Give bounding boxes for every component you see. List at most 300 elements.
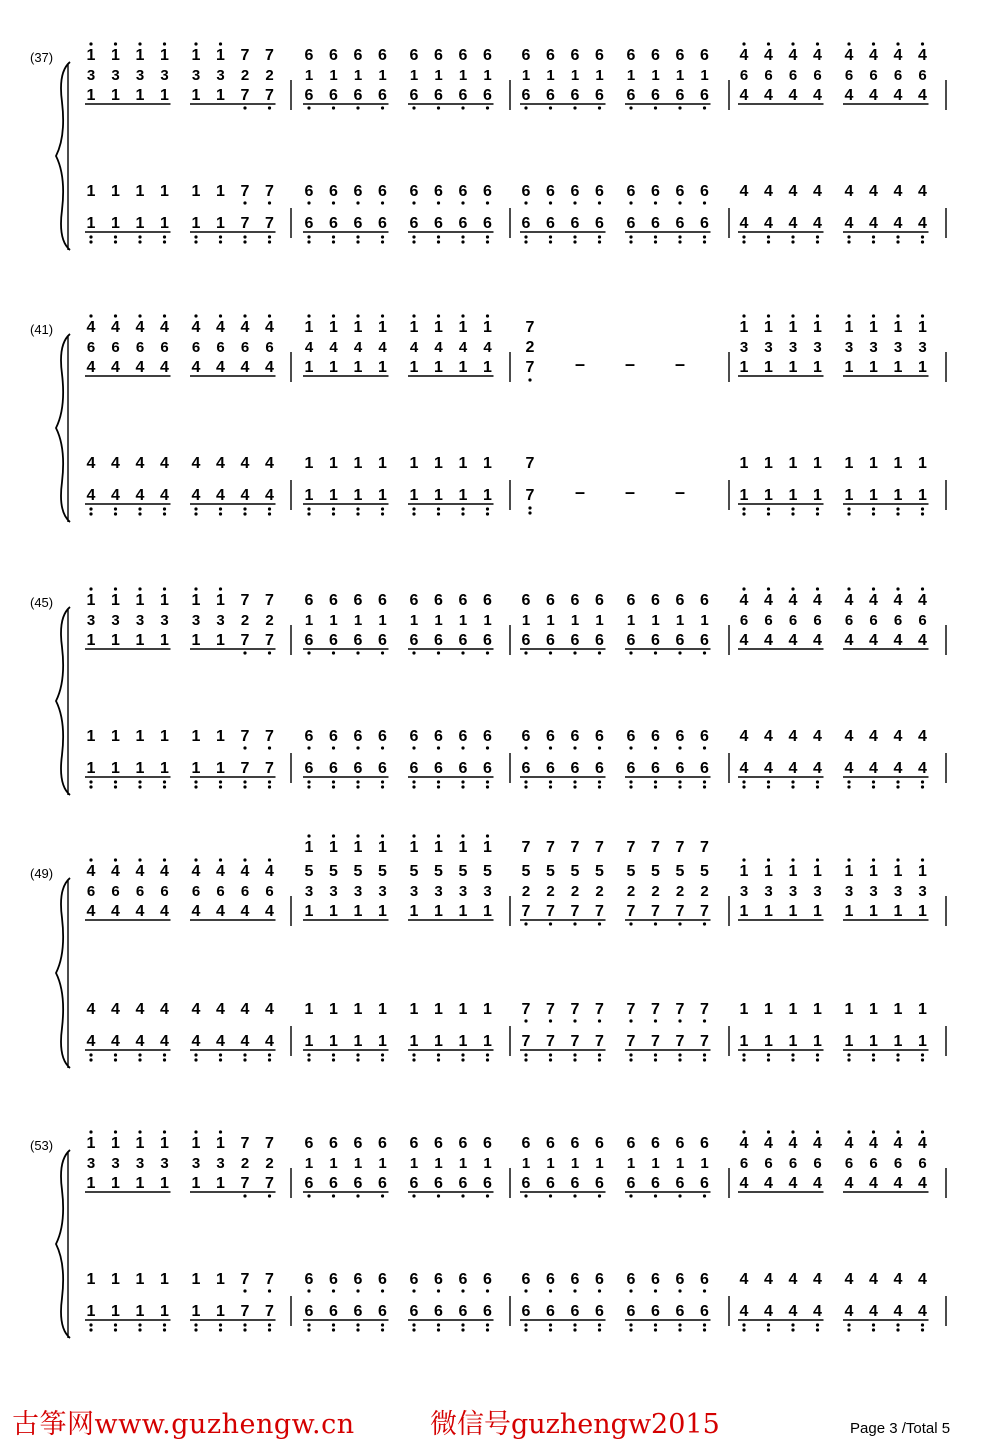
note: 2 bbox=[240, 1155, 250, 1172]
note: 1 bbox=[434, 612, 443, 629]
octave-dot bbox=[437, 1053, 440, 1056]
octave-dot bbox=[437, 235, 440, 238]
octave-dot bbox=[219, 512, 222, 515]
octave-dot bbox=[791, 785, 794, 788]
note: 1 bbox=[893, 903, 903, 920]
note: 4 bbox=[111, 863, 120, 880]
note: 1 bbox=[160, 1303, 169, 1320]
note: 6 bbox=[675, 183, 685, 200]
note: 6 bbox=[434, 87, 443, 104]
note: 6 bbox=[353, 1271, 363, 1288]
note: 4 bbox=[739, 1135, 749, 1152]
note: 6 bbox=[546, 592, 555, 609]
note: 6 bbox=[651, 215, 660, 232]
note: 1 bbox=[458, 67, 468, 84]
note: 1 bbox=[304, 487, 314, 504]
note: 6 bbox=[458, 1303, 468, 1320]
octave-dot bbox=[921, 235, 924, 238]
octave-dot bbox=[381, 512, 384, 515]
octave-dot bbox=[896, 858, 899, 861]
note: 6 bbox=[483, 183, 492, 200]
note: 1 bbox=[918, 359, 927, 376]
octave-dot bbox=[524, 1289, 527, 1292]
octave-dot bbox=[332, 1053, 335, 1056]
octave-dot bbox=[307, 240, 310, 243]
note: 1 bbox=[458, 1155, 468, 1172]
note: 7 bbox=[240, 47, 250, 64]
note: 3 bbox=[160, 1155, 169, 1172]
note: 6 bbox=[570, 1135, 580, 1152]
note: 6 bbox=[329, 215, 338, 232]
octave-dot bbox=[307, 507, 310, 510]
note: 6 bbox=[651, 592, 660, 609]
note: 4 bbox=[191, 487, 201, 504]
note: 1 bbox=[111, 215, 120, 232]
note: 4 bbox=[918, 1303, 927, 1320]
octave-dot bbox=[114, 507, 117, 510]
octave-dot bbox=[381, 1328, 384, 1331]
note: 5 bbox=[353, 863, 363, 880]
note: 7 bbox=[240, 183, 250, 200]
octave-dot bbox=[629, 1328, 632, 1331]
note: 6 bbox=[483, 728, 492, 745]
octave-dot bbox=[629, 240, 632, 243]
note: 1 bbox=[521, 67, 531, 84]
octave-dot bbox=[356, 240, 359, 243]
note: 4 bbox=[764, 728, 773, 745]
octave-dot bbox=[461, 240, 464, 243]
octave-dot bbox=[89, 1323, 92, 1326]
note: 6 bbox=[546, 87, 555, 104]
note: 6 bbox=[626, 47, 636, 64]
note: 6 bbox=[304, 1135, 314, 1152]
note: 4 bbox=[739, 47, 749, 64]
octave-dot bbox=[243, 651, 246, 654]
octave-dot bbox=[412, 746, 415, 749]
note: 1 bbox=[378, 455, 387, 472]
note: 6 bbox=[651, 1271, 660, 1288]
note: 6 bbox=[111, 883, 120, 900]
octave-dot bbox=[437, 780, 440, 783]
note: 4 bbox=[869, 728, 878, 745]
note: 4 bbox=[869, 592, 878, 609]
note: 7 bbox=[570, 1001, 580, 1018]
octave-dot bbox=[219, 1130, 222, 1133]
octave-dot bbox=[307, 512, 310, 515]
note: 6 bbox=[918, 612, 927, 629]
note: 6 bbox=[458, 728, 468, 745]
note: 6 bbox=[434, 1135, 443, 1152]
note: 1 bbox=[570, 1155, 580, 1172]
note: 4 bbox=[788, 47, 798, 64]
note: 6 bbox=[458, 87, 468, 104]
note: 1 bbox=[869, 487, 878, 504]
note: 7 bbox=[546, 839, 555, 856]
note: 1 bbox=[434, 455, 443, 472]
octave-dot bbox=[138, 785, 141, 788]
note: 5 bbox=[378, 863, 387, 880]
note: 1 bbox=[353, 612, 363, 629]
octave-dot bbox=[412, 651, 415, 654]
note: 6 bbox=[353, 1175, 363, 1192]
octave-dot bbox=[332, 512, 335, 515]
note: 1 bbox=[869, 1033, 878, 1050]
note: 1 bbox=[521, 612, 531, 629]
octave-dot bbox=[114, 785, 117, 788]
note: 1 bbox=[353, 319, 363, 336]
octave-dot bbox=[243, 785, 246, 788]
note: 1 bbox=[111, 760, 120, 777]
note: 4 bbox=[869, 215, 878, 232]
octave-dot bbox=[872, 587, 875, 590]
note: 5 bbox=[483, 863, 492, 880]
note: 1 bbox=[788, 1001, 798, 1018]
note: 4 bbox=[86, 359, 96, 376]
note: 3 bbox=[893, 883, 903, 900]
octave-dot bbox=[138, 587, 141, 590]
octave-dot bbox=[847, 785, 850, 788]
note: 6 bbox=[409, 215, 419, 232]
note: 1 bbox=[893, 863, 903, 880]
note: 6 bbox=[329, 592, 338, 609]
octave-dot bbox=[921, 240, 924, 243]
octave-dot bbox=[268, 858, 271, 861]
note: 4 bbox=[788, 183, 798, 200]
note: 6 bbox=[595, 215, 604, 232]
octave-dot bbox=[549, 651, 552, 654]
footer-wechat-watermark: 微信号guzhengw2015 bbox=[430, 1409, 720, 1440]
note: 6 bbox=[570, 632, 580, 649]
note: 1 bbox=[570, 612, 580, 629]
octave-dot bbox=[243, 235, 246, 238]
note: 4 bbox=[240, 455, 250, 472]
octave-dot bbox=[332, 834, 335, 837]
octave-dot bbox=[549, 235, 552, 238]
note: 1 bbox=[216, 632, 225, 649]
octave-dot bbox=[219, 42, 222, 45]
note: 1 bbox=[378, 487, 387, 504]
note: 1 bbox=[483, 455, 492, 472]
octave-dot bbox=[654, 746, 657, 749]
note: 7 bbox=[700, 1001, 709, 1018]
octave-dot bbox=[268, 314, 271, 317]
octave-dot bbox=[921, 1053, 924, 1056]
note: 1 bbox=[458, 612, 468, 629]
note: 6 bbox=[570, 592, 580, 609]
octave-dot bbox=[896, 1053, 899, 1056]
octave-dot bbox=[703, 240, 706, 243]
note: 1 bbox=[626, 67, 636, 84]
note: 4 bbox=[893, 47, 903, 64]
octave-dot bbox=[549, 1058, 552, 1061]
octave-dot bbox=[194, 1130, 197, 1133]
octave-dot bbox=[872, 235, 875, 238]
octave-dot bbox=[163, 235, 166, 238]
octave-dot bbox=[163, 785, 166, 788]
note: 3 bbox=[458, 883, 468, 900]
octave-dot bbox=[816, 1323, 819, 1326]
octave-dot bbox=[332, 1328, 335, 1331]
octave-dot bbox=[356, 780, 359, 783]
octave-dot bbox=[332, 240, 335, 243]
note: 1 bbox=[111, 87, 120, 104]
note: 6 bbox=[651, 728, 660, 745]
note: 3 bbox=[111, 1155, 120, 1172]
octave-dot bbox=[598, 1053, 601, 1056]
octave-dot bbox=[486, 1058, 489, 1061]
note: 6 bbox=[869, 1155, 878, 1172]
note: 6 bbox=[458, 1271, 468, 1288]
octave-dot bbox=[703, 1328, 706, 1331]
octave-dot bbox=[791, 42, 794, 45]
octave-dot bbox=[461, 1323, 464, 1326]
note: 7 bbox=[675, 1033, 685, 1050]
note: 4 bbox=[265, 903, 274, 920]
octave-dot bbox=[896, 235, 899, 238]
note: 6 bbox=[675, 1271, 685, 1288]
note: 3 bbox=[135, 612, 145, 629]
note: 4 bbox=[240, 359, 250, 376]
note: 7 bbox=[265, 728, 274, 745]
octave-dot bbox=[816, 780, 819, 783]
note: 6 bbox=[595, 632, 604, 649]
octave-dot bbox=[598, 922, 601, 925]
octave-dot bbox=[356, 785, 359, 788]
note: 6 bbox=[329, 183, 338, 200]
note: 6 bbox=[739, 67, 749, 84]
octave-dot bbox=[307, 1289, 310, 1292]
note: 3 bbox=[869, 883, 878, 900]
note: 1 bbox=[483, 1033, 492, 1050]
octave-dot bbox=[307, 1053, 310, 1056]
octave-dot bbox=[767, 240, 770, 243]
octave-dot bbox=[767, 858, 770, 861]
note: 5 bbox=[521, 863, 531, 880]
note: 6 bbox=[700, 1271, 709, 1288]
hold-dash: – bbox=[674, 482, 686, 502]
note: 1 bbox=[353, 67, 363, 84]
octave-dot bbox=[896, 1323, 899, 1326]
note: 6 bbox=[434, 632, 443, 649]
octave-dot bbox=[654, 1019, 657, 1022]
note: 4 bbox=[458, 339, 468, 356]
note: 1 bbox=[813, 359, 822, 376]
octave-dot bbox=[573, 651, 576, 654]
octave-dot bbox=[89, 1058, 92, 1061]
note: 1 bbox=[353, 359, 363, 376]
octave-dot bbox=[412, 834, 415, 837]
page-number: Page 3 /Total 5 bbox=[850, 1420, 951, 1437]
octave-dot bbox=[767, 1053, 770, 1056]
note: 6 bbox=[329, 1303, 338, 1320]
octave-dot bbox=[381, 834, 384, 837]
octave-dot bbox=[114, 587, 117, 590]
octave-dot bbox=[872, 1328, 875, 1331]
octave-dot bbox=[573, 785, 576, 788]
note: 3 bbox=[378, 883, 387, 900]
note: 6 bbox=[409, 47, 419, 64]
note: 5 bbox=[434, 863, 443, 880]
note: 1 bbox=[111, 47, 120, 64]
note: 3 bbox=[483, 883, 492, 900]
octave-dot bbox=[268, 1328, 271, 1331]
note: 6 bbox=[378, 1175, 387, 1192]
note: 6 bbox=[700, 1175, 709, 1192]
octave-dot bbox=[381, 746, 384, 749]
octave-dot bbox=[598, 746, 601, 749]
note: 1 bbox=[353, 903, 363, 920]
octave-dot bbox=[243, 1053, 246, 1056]
note: 1 bbox=[434, 67, 443, 84]
note: 1 bbox=[700, 612, 709, 629]
note: 6 bbox=[546, 215, 555, 232]
octave-dot bbox=[703, 1053, 706, 1056]
note: 4 bbox=[111, 1033, 120, 1050]
note: 4 bbox=[844, 1175, 854, 1192]
note: 6 bbox=[675, 632, 685, 649]
note: 7 bbox=[521, 1001, 531, 1018]
octave-dot bbox=[163, 42, 166, 45]
note: 4 bbox=[918, 87, 927, 104]
note: 1 bbox=[700, 67, 709, 84]
measure-number: (37) bbox=[30, 50, 54, 65]
octave-dot bbox=[268, 785, 271, 788]
octave-dot bbox=[194, 314, 197, 317]
note: 1 bbox=[893, 1033, 903, 1050]
note: 4 bbox=[893, 592, 903, 609]
note: 4 bbox=[216, 1033, 225, 1050]
octave-dot bbox=[114, 512, 117, 515]
note: 1 bbox=[378, 359, 387, 376]
note: 3 bbox=[813, 883, 822, 900]
octave-dot bbox=[896, 587, 899, 590]
note: 1 bbox=[844, 455, 854, 472]
octave-dot bbox=[437, 240, 440, 243]
note: 6 bbox=[378, 632, 387, 649]
note: 1 bbox=[111, 1303, 120, 1320]
note: 1 bbox=[86, 183, 96, 200]
note: 4 bbox=[869, 1303, 878, 1320]
note: 7 bbox=[265, 760, 274, 777]
octave-dot bbox=[872, 1053, 875, 1056]
note: 6 bbox=[434, 728, 443, 745]
note: 1 bbox=[191, 1271, 201, 1288]
octave-dot bbox=[412, 1323, 415, 1326]
note: 4 bbox=[844, 183, 854, 200]
octave-dot bbox=[437, 1328, 440, 1331]
octave-dot bbox=[332, 746, 335, 749]
note: 1 bbox=[458, 487, 468, 504]
note: 6 bbox=[135, 883, 145, 900]
octave-dot bbox=[767, 1130, 770, 1133]
octave-dot bbox=[412, 1053, 415, 1056]
note: 6 bbox=[739, 612, 749, 629]
octave-dot bbox=[268, 106, 271, 109]
octave-dot bbox=[219, 858, 222, 861]
octave-dot bbox=[138, 507, 141, 510]
octave-dot bbox=[356, 651, 359, 654]
note: 1 bbox=[918, 1001, 927, 1018]
note: 3 bbox=[216, 1155, 225, 1172]
octave-dot bbox=[332, 1289, 335, 1292]
note: 6 bbox=[483, 632, 492, 649]
octave-dot bbox=[307, 746, 310, 749]
note: 1 bbox=[813, 1033, 822, 1050]
octave-dot bbox=[742, 1130, 745, 1133]
note: 1 bbox=[788, 903, 798, 920]
note: 1 bbox=[135, 215, 145, 232]
note: 5 bbox=[651, 863, 660, 880]
octave-dot bbox=[872, 240, 875, 243]
octave-dot bbox=[332, 1323, 335, 1326]
note: 6 bbox=[353, 760, 363, 777]
octave-dot bbox=[461, 785, 464, 788]
octave-dot bbox=[356, 512, 359, 515]
octave-dot bbox=[243, 512, 246, 515]
octave-dot bbox=[791, 1058, 794, 1061]
note: 1 bbox=[191, 183, 201, 200]
note: 6 bbox=[378, 183, 387, 200]
octave-dot bbox=[921, 1323, 924, 1326]
octave-dot bbox=[847, 1130, 850, 1133]
octave-dot bbox=[703, 922, 706, 925]
note: 1 bbox=[788, 455, 798, 472]
note: 3 bbox=[304, 883, 314, 900]
note: 6 bbox=[521, 1135, 531, 1152]
note: 6 bbox=[700, 728, 709, 745]
note: 4 bbox=[191, 863, 201, 880]
octave-dot bbox=[219, 507, 222, 510]
octave-dot bbox=[742, 780, 745, 783]
octave-dot bbox=[163, 1053, 166, 1056]
note: 1 bbox=[813, 903, 822, 920]
octave-dot bbox=[356, 746, 359, 749]
octave-dot bbox=[742, 1058, 745, 1061]
octave-dot bbox=[549, 780, 552, 783]
note: 6 bbox=[304, 760, 314, 777]
note: 1 bbox=[869, 455, 878, 472]
note: 3 bbox=[813, 339, 822, 356]
octave-dot bbox=[742, 240, 745, 243]
note: 6 bbox=[675, 728, 685, 745]
octave-dot bbox=[486, 235, 489, 238]
octave-dot bbox=[678, 1053, 681, 1056]
note: 5 bbox=[595, 863, 604, 880]
octave-dot bbox=[412, 314, 415, 317]
octave-dot bbox=[742, 1323, 745, 1326]
octave-dot bbox=[138, 1328, 141, 1331]
note: 1 bbox=[353, 1001, 363, 1018]
note: 1 bbox=[135, 183, 145, 200]
octave-dot bbox=[678, 1058, 681, 1061]
octave-dot bbox=[381, 314, 384, 317]
note: 6 bbox=[570, 760, 580, 777]
octave-dot bbox=[791, 314, 794, 317]
note: 1 bbox=[675, 612, 685, 629]
note: 4 bbox=[844, 632, 854, 649]
octave-dot bbox=[486, 834, 489, 837]
note: 7 bbox=[626, 1033, 636, 1050]
octave-dot bbox=[549, 785, 552, 788]
note: 4 bbox=[918, 1175, 927, 1192]
note: 1 bbox=[764, 1033, 773, 1050]
octave-dot bbox=[194, 1058, 197, 1061]
note: 4 bbox=[160, 863, 169, 880]
note: 7 bbox=[265, 1175, 274, 1192]
note: 6 bbox=[378, 592, 387, 609]
octave-dot bbox=[412, 1289, 415, 1292]
note: 7 bbox=[265, 87, 274, 104]
